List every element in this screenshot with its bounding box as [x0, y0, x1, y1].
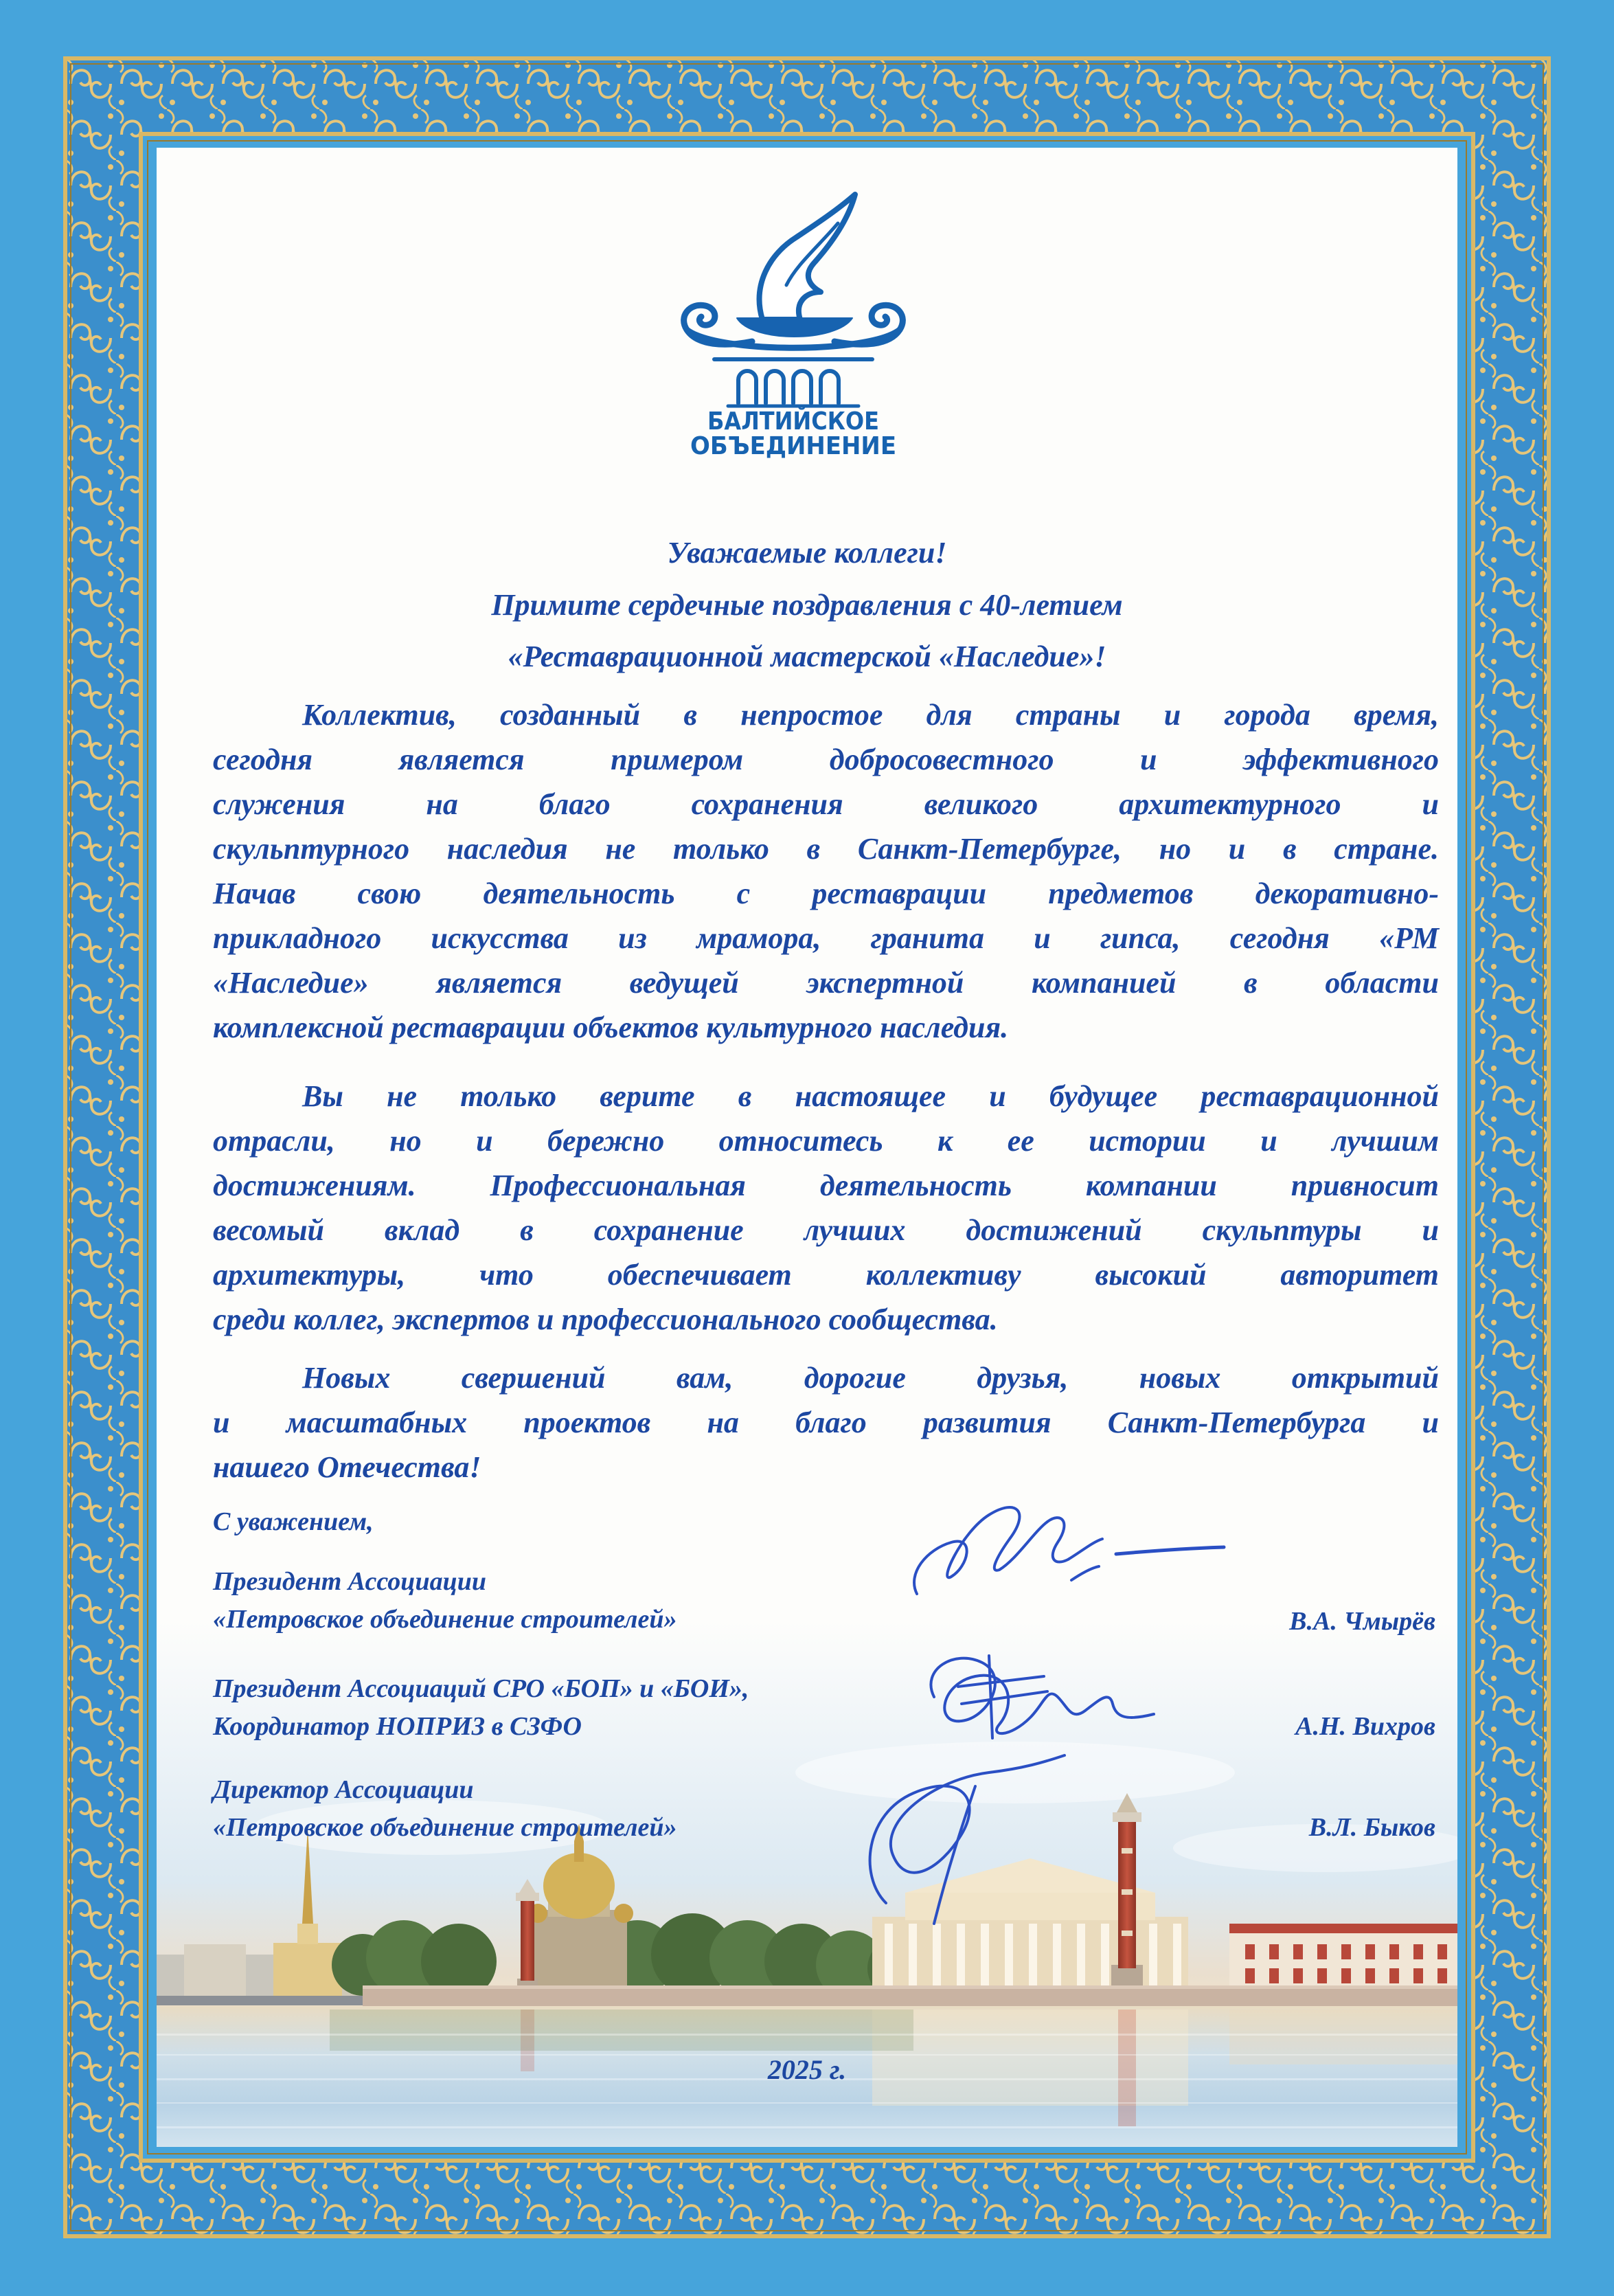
paragraph-3 — [213, 1355, 1439, 1489]
logo-arches — [738, 371, 839, 403]
paragraph-line: сегодня является примером добросовестного и эффективного — [213, 743, 1439, 776]
signatory-title-line: «Петровское объединение строителей» — [213, 1605, 677, 1634]
signatory-name: А.Н. Вихров — [1295, 1712, 1435, 1741]
signatory-title-line: «Петровское объединение строителей» — [213, 1813, 677, 1842]
paragraph-2 — [213, 1074, 1439, 1342]
paragraph-line: отрасли, но и бережно относитесь к ее истории и лучшим — [213, 1124, 1439, 1158]
paragraph-1 — [213, 693, 1439, 1050]
paragraph-line: достижениям. Профессиональная деятельность компании привносит — [213, 1169, 1439, 1202]
red-building-right — [1229, 1924, 1457, 1992]
closing-phrase: С уважением, — [213, 1507, 374, 1536]
paragraph-line: «Наследие» является ведущей экспертной компанией в области — [213, 966, 1439, 1000]
paragraph-line: среди коллег, экспертов и профессионального сообщества. — [213, 1303, 998, 1336]
paragraph-line: скульптурного наследия не только в Санкт-Петербурге, но и в стране. — [213, 832, 1439, 866]
signatory-title-line: Директор Ассоциации — [213, 1775, 474, 1804]
signatory-title-line: Координатор НОПРИЗ в СЗФО — [213, 1712, 582, 1741]
signatory-title-line: Президент Ассоциаций СРО «БОП» и «БОИ», — [213, 1674, 749, 1703]
signatory-title — [213, 1670, 1071, 1746]
baltic-association-logo-icon — [649, 182, 937, 471]
paragraph-line: прикладного искусства из мрамора, гранита и гипса, сегодня «РМ — [213, 921, 1439, 955]
logo-wordmark-line1: БАЛТИЙСКОЕ — [707, 407, 901, 436]
signatory-title — [213, 1771, 1071, 1847]
signatory-name: В.Л. Быков — [1308, 1813, 1435, 1842]
signatory-name: В.А. Чмырёв — [1289, 1607, 1435, 1636]
paragraph-line: архитектуры, что обеспечивает коллективу высокий авторитет — [213, 1258, 1439, 1292]
paragraph-line: Новых свершений вам, дорогие друзья, новых открытий — [302, 1361, 1439, 1395]
paragraph-line: Начав свою деятельность с реставрации предметов декоративно- — [213, 877, 1439, 910]
paragraph-line: служения на благо сохранения великого архитектурного и — [213, 787, 1439, 821]
paragraph-line: Вы не только верите в настоящее и будущее реставрационной — [302, 1079, 1439, 1113]
document-date: 2025 г. — [767, 2054, 847, 2085]
paragraph-line: нашего Отечества! — [213, 1450, 481, 1484]
paragraph-line: комплексной реставрации объектов культурного наследия. — [213, 1011, 1009, 1044]
logo-bowl — [737, 318, 852, 337]
signatory-title — [213, 1563, 1071, 1639]
paragraph-line: и масштабных проектов на благо развития Санкт-Петербурга и — [213, 1406, 1439, 1439]
logo-wordmark-line2: ОБЪЕДИНЕНИЕ — [690, 432, 896, 460]
paragraph-line: весомый вклад в сохранение лучших достижений скульптуры и — [213, 1213, 1439, 1247]
signatory-title-line: Президент Ассоциации — [213, 1567, 486, 1596]
paragraph-line: Коллектив, созданный в непростое для страны и города время, — [302, 698, 1439, 732]
heading-line: «Реставрационной мастерской «Наследие»! — [508, 640, 1106, 673]
heading-line: Примите сердечные поздравления с 40-летием — [491, 588, 1123, 622]
salutation: Уважаемые коллеги! — [667, 536, 947, 570]
